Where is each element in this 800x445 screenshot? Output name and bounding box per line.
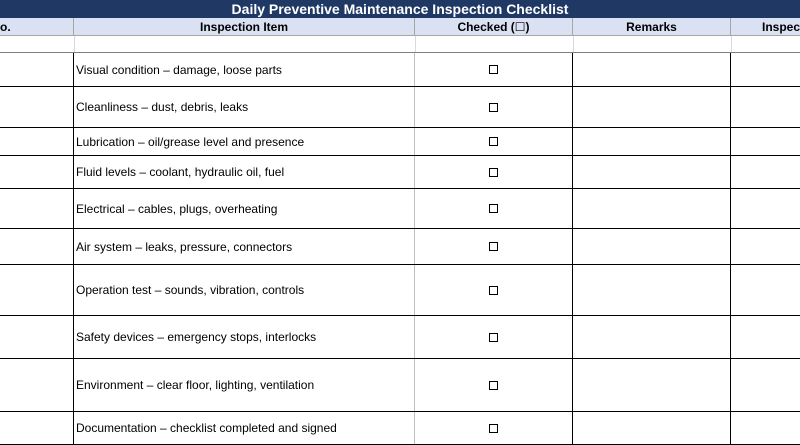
sheet-title: Daily Preventive Maintenance Inspection Checklist — [0, 0, 800, 18]
row-number-cell[interactable] — [0, 53, 74, 86]
checkbox-icon[interactable] — [489, 333, 498, 342]
checked-cell[interactable] — [415, 87, 573, 127]
checkbox-icon[interactable] — [489, 65, 498, 74]
checked-cell[interactable] — [415, 189, 573, 228]
checkbox-icon[interactable] — [489, 286, 498, 295]
checked-cell[interactable] — [415, 229, 573, 264]
column-header-inspector[interactable]: Inspec — [731, 18, 800, 36]
row-number-cell[interactable] — [0, 359, 74, 411]
inspection-item-cell[interactable]: Operation test – sounds, vibration, controls — [74, 265, 415, 315]
remarks-cell[interactable] — [573, 316, 731, 358]
row-number-cell[interactable] — [0, 229, 74, 264]
remarks-cell[interactable] — [573, 128, 731, 155]
row-number-cell[interactable] — [0, 156, 74, 188]
row-number-cell[interactable] — [0, 265, 74, 315]
row-number-cell[interactable] — [0, 412, 74, 444]
row-number-cell[interactable] — [0, 316, 74, 358]
inspection-item-cell[interactable]: Lubrication – oil/grease level and presence — [74, 128, 415, 155]
remarks-cell[interactable] — [573, 53, 731, 86]
table-row — [0, 189, 800, 229]
column-header-checked[interactable]: Checked (☐) — [415, 18, 573, 36]
inspector-cell[interactable] — [731, 229, 800, 264]
remarks-cell[interactable] — [573, 156, 731, 188]
blank-row[interactable] — [0, 36, 800, 53]
checked-cell[interactable] — [415, 156, 573, 188]
checkbox-icon[interactable] — [489, 137, 498, 146]
checked-cell[interactable] — [415, 412, 573, 444]
checkbox-icon[interactable] — [489, 103, 498, 112]
table-row — [0, 412, 800, 445]
remarks-cell[interactable] — [573, 229, 731, 264]
inspector-cell[interactable] — [731, 189, 800, 228]
table-row — [0, 87, 800, 128]
remarks-cell[interactable] — [573, 265, 731, 315]
inspection-item-cell[interactable]: Electrical – cables, plugs, overheating — [74, 189, 415, 228]
checked-cell[interactable] — [415, 53, 573, 86]
table-row — [0, 156, 800, 189]
checked-cell[interactable] — [415, 265, 573, 315]
checked-cell[interactable] — [415, 128, 573, 155]
inspection-item-cell[interactable]: Environment – clear floor, lighting, ventilation — [74, 359, 415, 411]
checkbox-icon[interactable] — [489, 168, 498, 177]
column-header-remarks[interactable]: Remarks — [573, 18, 731, 36]
row-number-cell[interactable] — [0, 128, 74, 155]
inspection-item-cell[interactable]: Cleanliness – dust, debris, leaks — [74, 87, 415, 127]
table-row — [0, 128, 800, 156]
inspection-item-cell[interactable]: Visual condition – damage, loose parts — [74, 53, 415, 86]
table-row — [0, 316, 800, 359]
table-row — [0, 53, 800, 87]
inspection-item-cell[interactable]: Documentation – checklist completed and signed — [74, 412, 415, 444]
row-number-cell[interactable] — [0, 87, 74, 127]
inspector-cell[interactable] — [731, 156, 800, 188]
inspector-cell[interactable] — [731, 359, 800, 411]
column-header-no[interactable]: o. — [0, 18, 74, 36]
remarks-cell[interactable] — [573, 359, 731, 411]
checkbox-icon[interactable] — [489, 242, 498, 251]
row-number-cell[interactable] — [0, 189, 74, 228]
checkbox-icon[interactable] — [489, 424, 498, 433]
inspector-cell[interactable] — [731, 412, 800, 444]
inspector-cell[interactable] — [731, 265, 800, 315]
inspector-cell[interactable] — [731, 128, 800, 155]
remarks-cell[interactable] — [573, 87, 731, 127]
inspection-item-cell[interactable]: Air system – leaks, pressure, connectors — [74, 229, 415, 264]
remarks-cell[interactable] — [573, 189, 731, 228]
inspector-cell[interactable] — [731, 316, 800, 358]
table-row — [0, 359, 800, 412]
table-row — [0, 229, 800, 265]
column-header-inspection-item[interactable]: Inspection Item — [74, 18, 415, 36]
inspector-cell[interactable] — [731, 87, 800, 127]
checkbox-icon[interactable] — [489, 381, 498, 390]
inspection-item-cell[interactable]: Fluid levels – coolant, hydraulic oil, fuel — [74, 156, 415, 188]
remarks-cell[interactable] — [573, 412, 731, 444]
checkbox-icon[interactable] — [489, 204, 498, 213]
table-row — [0, 265, 800, 316]
checked-cell[interactable] — [415, 359, 573, 411]
inspector-cell[interactable] — [731, 53, 800, 86]
inspection-item-cell[interactable]: Safety devices – emergency stops, interlocks — [74, 316, 415, 358]
checked-cell[interactable] — [415, 316, 573, 358]
